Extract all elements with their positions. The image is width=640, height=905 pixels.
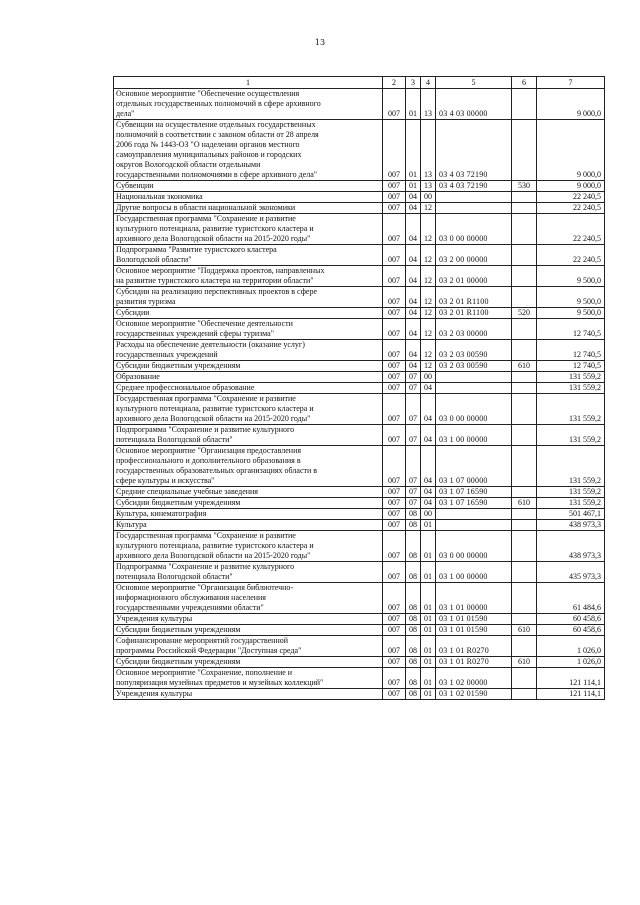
row-expense-type — [512, 214, 537, 245]
row-name: Государственная программа "Сохранение и развитие культурного потенциала, развитие туристского кластера и архивного дела Вологодской области на 2015-2020 годы" — [114, 214, 383, 245]
row-name: Среднее профессиональное образование — [114, 383, 383, 394]
row-expense-type — [512, 562, 537, 583]
row-grbs: 007 — [383, 668, 406, 689]
row-grbs: 007 — [383, 636, 406, 657]
row-expense-type — [512, 192, 537, 203]
row-amount: 12 740,5 — [537, 361, 605, 372]
row-section: 07 — [406, 372, 421, 383]
table-row — [114, 531, 605, 562]
row-section: 04 — [406, 319, 421, 340]
row-grbs: 007 — [383, 562, 406, 583]
row-name: Национальная экономика — [114, 192, 383, 203]
row-grbs: 007 — [383, 372, 406, 383]
row-subsection: 04 — [421, 383, 436, 394]
row-amount: 9 000,0 — [537, 120, 605, 181]
table-row — [114, 245, 605, 266]
row-expense-type — [512, 89, 537, 120]
row-name: Основное мероприятие "Сохранение, пополнение и популяризация музейных предметов и музейных коллекций" — [114, 668, 383, 689]
row-subsection: 00 — [421, 372, 436, 383]
row-subsection: 01 — [421, 689, 436, 700]
row-subsection: 01 — [421, 657, 436, 668]
row-name: Культура — [114, 520, 383, 531]
table-row — [114, 372, 605, 383]
row-target-article: 03 0 00 00000 — [436, 394, 512, 425]
table-row — [114, 181, 605, 192]
row-name: Расходы на обеспечение деятельности (оказание услуг) государственных учреждений — [114, 340, 383, 361]
row-amount: 22 240,5 — [537, 245, 605, 266]
row-target-article: 03 4 03 72190 — [436, 181, 512, 192]
row-target-article: 03 1 07 16590 — [436, 487, 512, 498]
table-row — [114, 668, 605, 689]
row-target-article: 03 1 00 00000 — [436, 425, 512, 446]
row-grbs: 007 — [383, 689, 406, 700]
row-amount: 131 559,2 — [537, 372, 605, 383]
row-section: 04 — [406, 245, 421, 266]
row-section: 08 — [406, 520, 421, 531]
row-grbs: 007 — [383, 340, 406, 361]
page-number: 13 — [314, 38, 326, 47]
row-grbs: 007 — [383, 425, 406, 446]
table-row — [114, 287, 605, 308]
row-target-article: 03 2 01 00000 — [436, 266, 512, 287]
row-grbs: 007 — [383, 192, 406, 203]
row-expense-type — [512, 383, 537, 394]
row-section: 08 — [406, 583, 421, 614]
table-row — [114, 636, 605, 657]
row-amount: 435 973,3 — [537, 562, 605, 583]
row-name: Основное мероприятие "Организация библиотечно- информационного обслуживания населения государственными учреждениями области" — [114, 583, 383, 614]
row-grbs: 007 — [383, 520, 406, 531]
row-subsection: 01 — [421, 636, 436, 657]
row-grbs: 007 — [383, 394, 406, 425]
row-grbs: 007 — [383, 308, 406, 319]
row-target-article: 03 2 03 00590 — [436, 361, 512, 372]
row-subsection: 12 — [421, 245, 436, 266]
table-row — [114, 120, 605, 181]
row-target-article: 03 2 03 00590 — [436, 340, 512, 361]
row-target-article: 03 1 07 16590 — [436, 498, 512, 509]
row-amount: 131 559,2 — [537, 425, 605, 446]
row-name: Другие вопросы в области национальной экономики — [114, 203, 383, 214]
row-section: 07 — [406, 498, 421, 509]
row-target-article: 03 0 00 00000 — [436, 214, 512, 245]
row-subsection: 01 — [421, 668, 436, 689]
row-target-article — [436, 203, 512, 214]
row-target-article: 03 1 01 01590 — [436, 614, 512, 625]
row-expense-type — [512, 668, 537, 689]
row-expense-type — [512, 520, 537, 531]
row-amount: 131 559,2 — [537, 383, 605, 394]
row-name: Культура, кинематография — [114, 509, 383, 520]
table-row — [114, 657, 605, 668]
table-row — [114, 509, 605, 520]
row-name: Субсидии бюджетным учреждениям — [114, 625, 383, 636]
row-name: Средние специальные учебные заведения — [114, 487, 383, 498]
row-section: 08 — [406, 668, 421, 689]
row-name: Субвенции — [114, 181, 383, 192]
row-section: 07 — [406, 487, 421, 498]
row-subsection: 12 — [421, 203, 436, 214]
row-target-article: 03 1 01 01590 — [436, 625, 512, 636]
row-amount: 9 000,0 — [537, 181, 605, 192]
table-row — [114, 425, 605, 446]
row-name: Учреждения культуры — [114, 614, 383, 625]
row-name: Субсидии на реализацию перспективных проектов в сфере развития туризма — [114, 287, 383, 308]
table-row — [114, 340, 605, 361]
row-target-article — [436, 509, 512, 520]
row-amount: 60 458,6 — [537, 625, 605, 636]
row-subsection: 04 — [421, 446, 436, 487]
row-section: 07 — [406, 446, 421, 487]
row-expense-type: 610 — [512, 361, 537, 372]
row-grbs: 007 — [383, 203, 406, 214]
row-name: Софинансирование мероприятий государственной программы Российской Федерации "Доступная среда" — [114, 636, 383, 657]
row-grbs: 007 — [383, 120, 406, 181]
row-section: 08 — [406, 614, 421, 625]
row-grbs: 007 — [383, 245, 406, 266]
row-name: Основное мероприятие "Поддержка проектов, направленных на развитие туристского кластера на территории области" — [114, 266, 383, 287]
table-row — [114, 520, 605, 531]
row-expense-type — [512, 203, 537, 214]
row-section: 08 — [406, 562, 421, 583]
table-row — [114, 319, 605, 340]
row-expense-type — [512, 636, 537, 657]
table-row — [114, 689, 605, 700]
row-target-article: 03 2 01 R1100 — [436, 308, 512, 319]
row-expense-type: 530 — [512, 181, 537, 192]
row-subsection: 01 — [421, 625, 436, 636]
row-subsection: 13 — [421, 89, 436, 120]
table-body — [114, 89, 605, 700]
row-subsection: 12 — [421, 340, 436, 361]
row-subsection: 00 — [421, 192, 436, 203]
row-amount: 12 740,5 — [537, 340, 605, 361]
row-amount: 61 484,6 — [537, 583, 605, 614]
row-amount: 1 026,0 — [537, 657, 605, 668]
row-section: 04 — [406, 266, 421, 287]
row-section: 04 — [406, 340, 421, 361]
row-name: Государственная программа "Сохранение и развитие культурного потенциала, развитие туристского кластера и архивного дела Вологодской области на 2015-2020 годы" — [114, 394, 383, 425]
row-target-article: 03 2 03 00000 — [436, 319, 512, 340]
row-grbs: 007 — [383, 383, 406, 394]
table-row — [114, 394, 605, 425]
row-name: Основное мероприятие "Обеспечение осуществления отдельных государственных полномочий в сфере архивного дела" — [114, 89, 383, 120]
row-amount: 121 114,1 — [537, 689, 605, 700]
row-subsection: 01 — [421, 583, 436, 614]
row-grbs: 007 — [383, 625, 406, 636]
row-amount: 131 559,2 — [537, 394, 605, 425]
row-section: 08 — [406, 689, 421, 700]
row-expense-type — [512, 614, 537, 625]
row-target-article: 03 2 01 R1100 — [436, 287, 512, 308]
row-grbs: 007 — [383, 446, 406, 487]
table-row — [114, 562, 605, 583]
row-subsection: 12 — [421, 214, 436, 245]
row-grbs: 007 — [383, 89, 406, 120]
row-section: 08 — [406, 531, 421, 562]
row-expense-type: 610 — [512, 657, 537, 668]
row-section: 04 — [406, 361, 421, 372]
table-row — [114, 203, 605, 214]
row-expense-type — [512, 120, 537, 181]
row-section: 08 — [406, 636, 421, 657]
row-grbs: 007 — [383, 509, 406, 520]
table-row — [114, 361, 605, 372]
row-subsection: 04 — [421, 498, 436, 509]
row-amount: 438 973,3 — [537, 520, 605, 531]
row-subsection: 04 — [421, 394, 436, 425]
header-col-4: 4 — [421, 77, 436, 89]
row-target-article: 03 1 00 00000 — [436, 562, 512, 583]
row-subsection: 04 — [421, 425, 436, 446]
row-section: 08 — [406, 625, 421, 636]
header-col-1: 1 — [114, 77, 383, 89]
row-amount: 9 500,0 — [537, 266, 605, 287]
row-grbs: 007 — [383, 657, 406, 668]
row-amount: 22 240,5 — [537, 192, 605, 203]
table-row — [114, 446, 605, 487]
row-target-article: 03 1 01 R0270 — [436, 636, 512, 657]
row-amount: 131 559,2 — [537, 446, 605, 487]
header-col-5: 5 — [436, 77, 512, 89]
row-expense-type — [512, 287, 537, 308]
row-subsection: 12 — [421, 319, 436, 340]
row-grbs: 007 — [383, 266, 406, 287]
row-name: Субсидии — [114, 308, 383, 319]
row-name: Основное мероприятие "Организация предоставления профессионального и дополнительного образования в государственных образовательных организациях области в сфере культуры и искусства" — [114, 446, 383, 487]
row-target-article: 03 4 03 00000 — [436, 89, 512, 120]
row-expense-type — [512, 509, 537, 520]
row-section: 08 — [406, 509, 421, 520]
row-expense-type — [512, 394, 537, 425]
row-target-article — [436, 192, 512, 203]
row-section: 04 — [406, 192, 421, 203]
budget-table — [113, 76, 605, 700]
row-expense-type — [512, 245, 537, 266]
row-target-article: 03 1 07 00000 — [436, 446, 512, 487]
row-section: 07 — [406, 425, 421, 446]
row-target-article: 03 1 01 R0270 — [436, 657, 512, 668]
table-row — [114, 192, 605, 203]
row-name: Субвенции на осуществление отдельных государственных полномочий в соответствии с законом области от 28 апреля 2006 года № 1443-ОЗ "О наделении органов местного самоуправления муниципальных районов и городских округов Вологодской области отдельными государственными полномочиями в сфере архивного дела" — [114, 120, 383, 181]
table-row — [114, 89, 605, 120]
row-target-article: 03 4 03 72190 — [436, 120, 512, 181]
row-name: Субсидии бюджетным учреждениям — [114, 498, 383, 509]
row-section: 01 — [406, 120, 421, 181]
table-row — [114, 266, 605, 287]
header-col-7: 7 — [537, 77, 605, 89]
row-grbs: 007 — [383, 214, 406, 245]
row-subsection: 01 — [421, 562, 436, 583]
row-target-article — [436, 520, 512, 531]
row-amount: 9 000,0 — [537, 89, 605, 120]
table-row — [114, 214, 605, 245]
row-section: 04 — [406, 203, 421, 214]
row-subsection: 13 — [421, 120, 436, 181]
row-amount: 131 559,2 — [537, 498, 605, 509]
row-expense-type — [512, 487, 537, 498]
row-grbs: 007 — [383, 487, 406, 498]
row-subsection: 12 — [421, 308, 436, 319]
row-expense-type — [512, 372, 537, 383]
row-grbs: 007 — [383, 361, 406, 372]
row-expense-type — [512, 340, 537, 361]
row-grbs: 007 — [383, 319, 406, 340]
row-target-article: 03 1 02 00000 — [436, 668, 512, 689]
row-target-article: 03 1 02 01590 — [436, 689, 512, 700]
row-amount: 22 240,5 — [537, 203, 605, 214]
table-row — [114, 614, 605, 625]
row-subsection: 00 — [421, 509, 436, 520]
row-subsection: 12 — [421, 266, 436, 287]
row-amount: 1 026,0 — [537, 636, 605, 657]
row-subsection: 01 — [421, 520, 436, 531]
table-row — [114, 383, 605, 394]
row-expense-type — [512, 689, 537, 700]
row-grbs: 007 — [383, 531, 406, 562]
table-row — [114, 308, 605, 319]
row-expense-type — [512, 446, 537, 487]
row-subsection: 12 — [421, 361, 436, 372]
row-amount: 121 114,1 — [537, 668, 605, 689]
row-target-article: 03 1 01 00000 — [436, 583, 512, 614]
row-name: Образование — [114, 372, 383, 383]
table-row — [114, 625, 605, 636]
header-col-2: 2 — [383, 77, 406, 89]
header-col-3: 3 — [406, 77, 421, 89]
row-amount: 9 500,0 — [537, 287, 605, 308]
row-target-article: 03 2 00 00000 — [436, 245, 512, 266]
row-name: Подпрограмма "Сохранение и развитие культурного потенциала Вологодской области" — [114, 562, 383, 583]
row-name: Подпрограмма "Сохранение и развитие культурного потенциала Вологодской области" — [114, 425, 383, 446]
row-name: Основное мероприятие "Обеспечение деятельности государственных учреждений сферы туризма" — [114, 319, 383, 340]
row-amount: 12 740,5 — [537, 319, 605, 340]
row-grbs: 007 — [383, 287, 406, 308]
row-amount: 22 240,5 — [537, 214, 605, 245]
row-expense-type — [512, 425, 537, 446]
table-row — [114, 487, 605, 498]
row-section: 04 — [406, 287, 421, 308]
header-row — [114, 77, 605, 89]
row-section: 08 — [406, 657, 421, 668]
row-section: 01 — [406, 181, 421, 192]
row-name: Субсидии бюджетным учреждениям — [114, 657, 383, 668]
row-target-article — [436, 372, 512, 383]
row-subsection: 01 — [421, 614, 436, 625]
table-row — [114, 583, 605, 614]
row-target-article — [436, 383, 512, 394]
table-row — [114, 498, 605, 509]
row-name: Государственная программа "Сохранение и развитие культурного потенциала, развитие туристского кластера и архивного дела Вологодской области на 2015-2020 годы" — [114, 531, 383, 562]
row-grbs: 007 — [383, 614, 406, 625]
row-section: 07 — [406, 383, 421, 394]
row-expense-type: 610 — [512, 498, 537, 509]
row-section: 04 — [406, 308, 421, 319]
row-grbs: 007 — [383, 498, 406, 509]
row-target-article: 03 0 00 00000 — [436, 531, 512, 562]
row-subsection: 01 — [421, 531, 436, 562]
row-grbs: 007 — [383, 583, 406, 614]
row-amount: 438 973,3 — [537, 531, 605, 562]
row-section: 04 — [406, 214, 421, 245]
row-amount: 9 500,0 — [537, 308, 605, 319]
row-amount: 60 458,6 — [537, 614, 605, 625]
row-expense-type — [512, 531, 537, 562]
row-amount: 501 467,1 — [537, 509, 605, 520]
header-col-6: 6 — [512, 77, 537, 89]
row-amount: 131 559,2 — [537, 487, 605, 498]
row-expense-type — [512, 266, 537, 287]
row-expense-type: 520 — [512, 308, 537, 319]
row-subsection: 12 — [421, 287, 436, 308]
row-expense-type — [512, 319, 537, 340]
row-expense-type — [512, 583, 537, 614]
row-section: 07 — [406, 394, 421, 425]
row-expense-type: 610 — [512, 625, 537, 636]
row-name: Подпрограмма "Развитие туристского кластера Вологодской области" — [114, 245, 383, 266]
row-name: Учреждения культуры — [114, 689, 383, 700]
row-subsection: 04 — [421, 487, 436, 498]
row-section: 01 — [406, 89, 421, 120]
row-grbs: 007 — [383, 181, 406, 192]
row-subsection: 13 — [421, 181, 436, 192]
row-name: Субсидии бюджетным учреждениям — [114, 361, 383, 372]
